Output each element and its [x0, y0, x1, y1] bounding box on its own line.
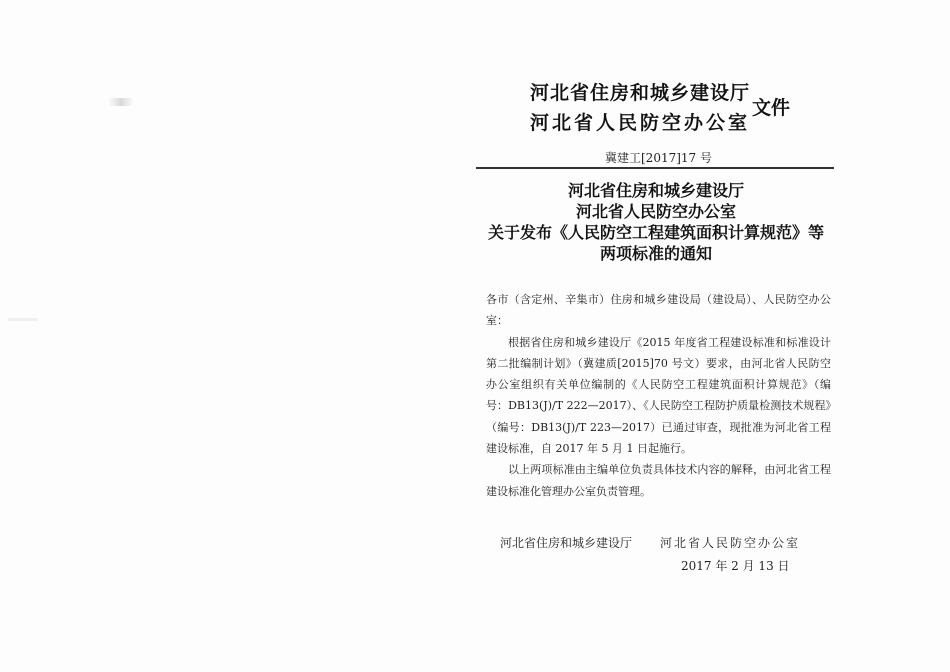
notice-body: [486, 289, 831, 502]
scan-artifact: [108, 98, 134, 106]
title-line-4: 两项标准的通知: [599, 244, 712, 263]
body-paragraph-2: 以上两项标准由主编单位负责具体技术内容的解释，由河北省工程建设标准化管理办公室负责管理。: [486, 463, 831, 498]
signature-issuer-2: 河北省人民防空办公室: [660, 536, 801, 550]
header-divider: [476, 167, 834, 169]
notice-title: [476, 180, 836, 264]
issuer-name-1: 河北省住房和城乡建设厅: [530, 82, 751, 104]
issuer-name-2: 河北省人民防空办公室: [530, 112, 751, 134]
salutation: 各市（含定州、辛集市）住房和城乡建设局（建设局）、人民防空办公室：: [486, 293, 831, 328]
title-line-1: 河北省住房和城乡建设厅: [567, 181, 744, 200]
signature-date: 2017 年 2 月 13 日: [681, 559, 790, 573]
document-header: [530, 78, 810, 140]
title-line-3: 关于发布《人民防空工程建筑面积计算规范》等: [487, 223, 824, 242]
scan-artifact-faint: [8, 318, 38, 321]
document-label: 文件: [752, 97, 791, 119]
signature-issuer-1: 河北省住房和城乡建设厅: [500, 536, 633, 550]
document-number: 冀建工[2017]17 号: [605, 151, 712, 165]
title-line-2: 河北省人民防空办公室: [575, 202, 736, 221]
body-paragraph-1: 根据省住房和城乡建设厅《2015 年度省工程建设标准和标准设计第二批编制计划》（冀建质[2015]70 号文）要求，由河北省人民防空办公室组织有关单位编制的《人民防空工程建筑面积计算规范》（编号：DB13(J)/T 222—2017）、《人民防空工程防护质量检测技术规程》（编号：DB13(J)/T 223—2017）已通过审查，现批准为河北省工程建设标准，自 2017 年 5 月 1 日起施行。: [486, 335, 831, 456]
